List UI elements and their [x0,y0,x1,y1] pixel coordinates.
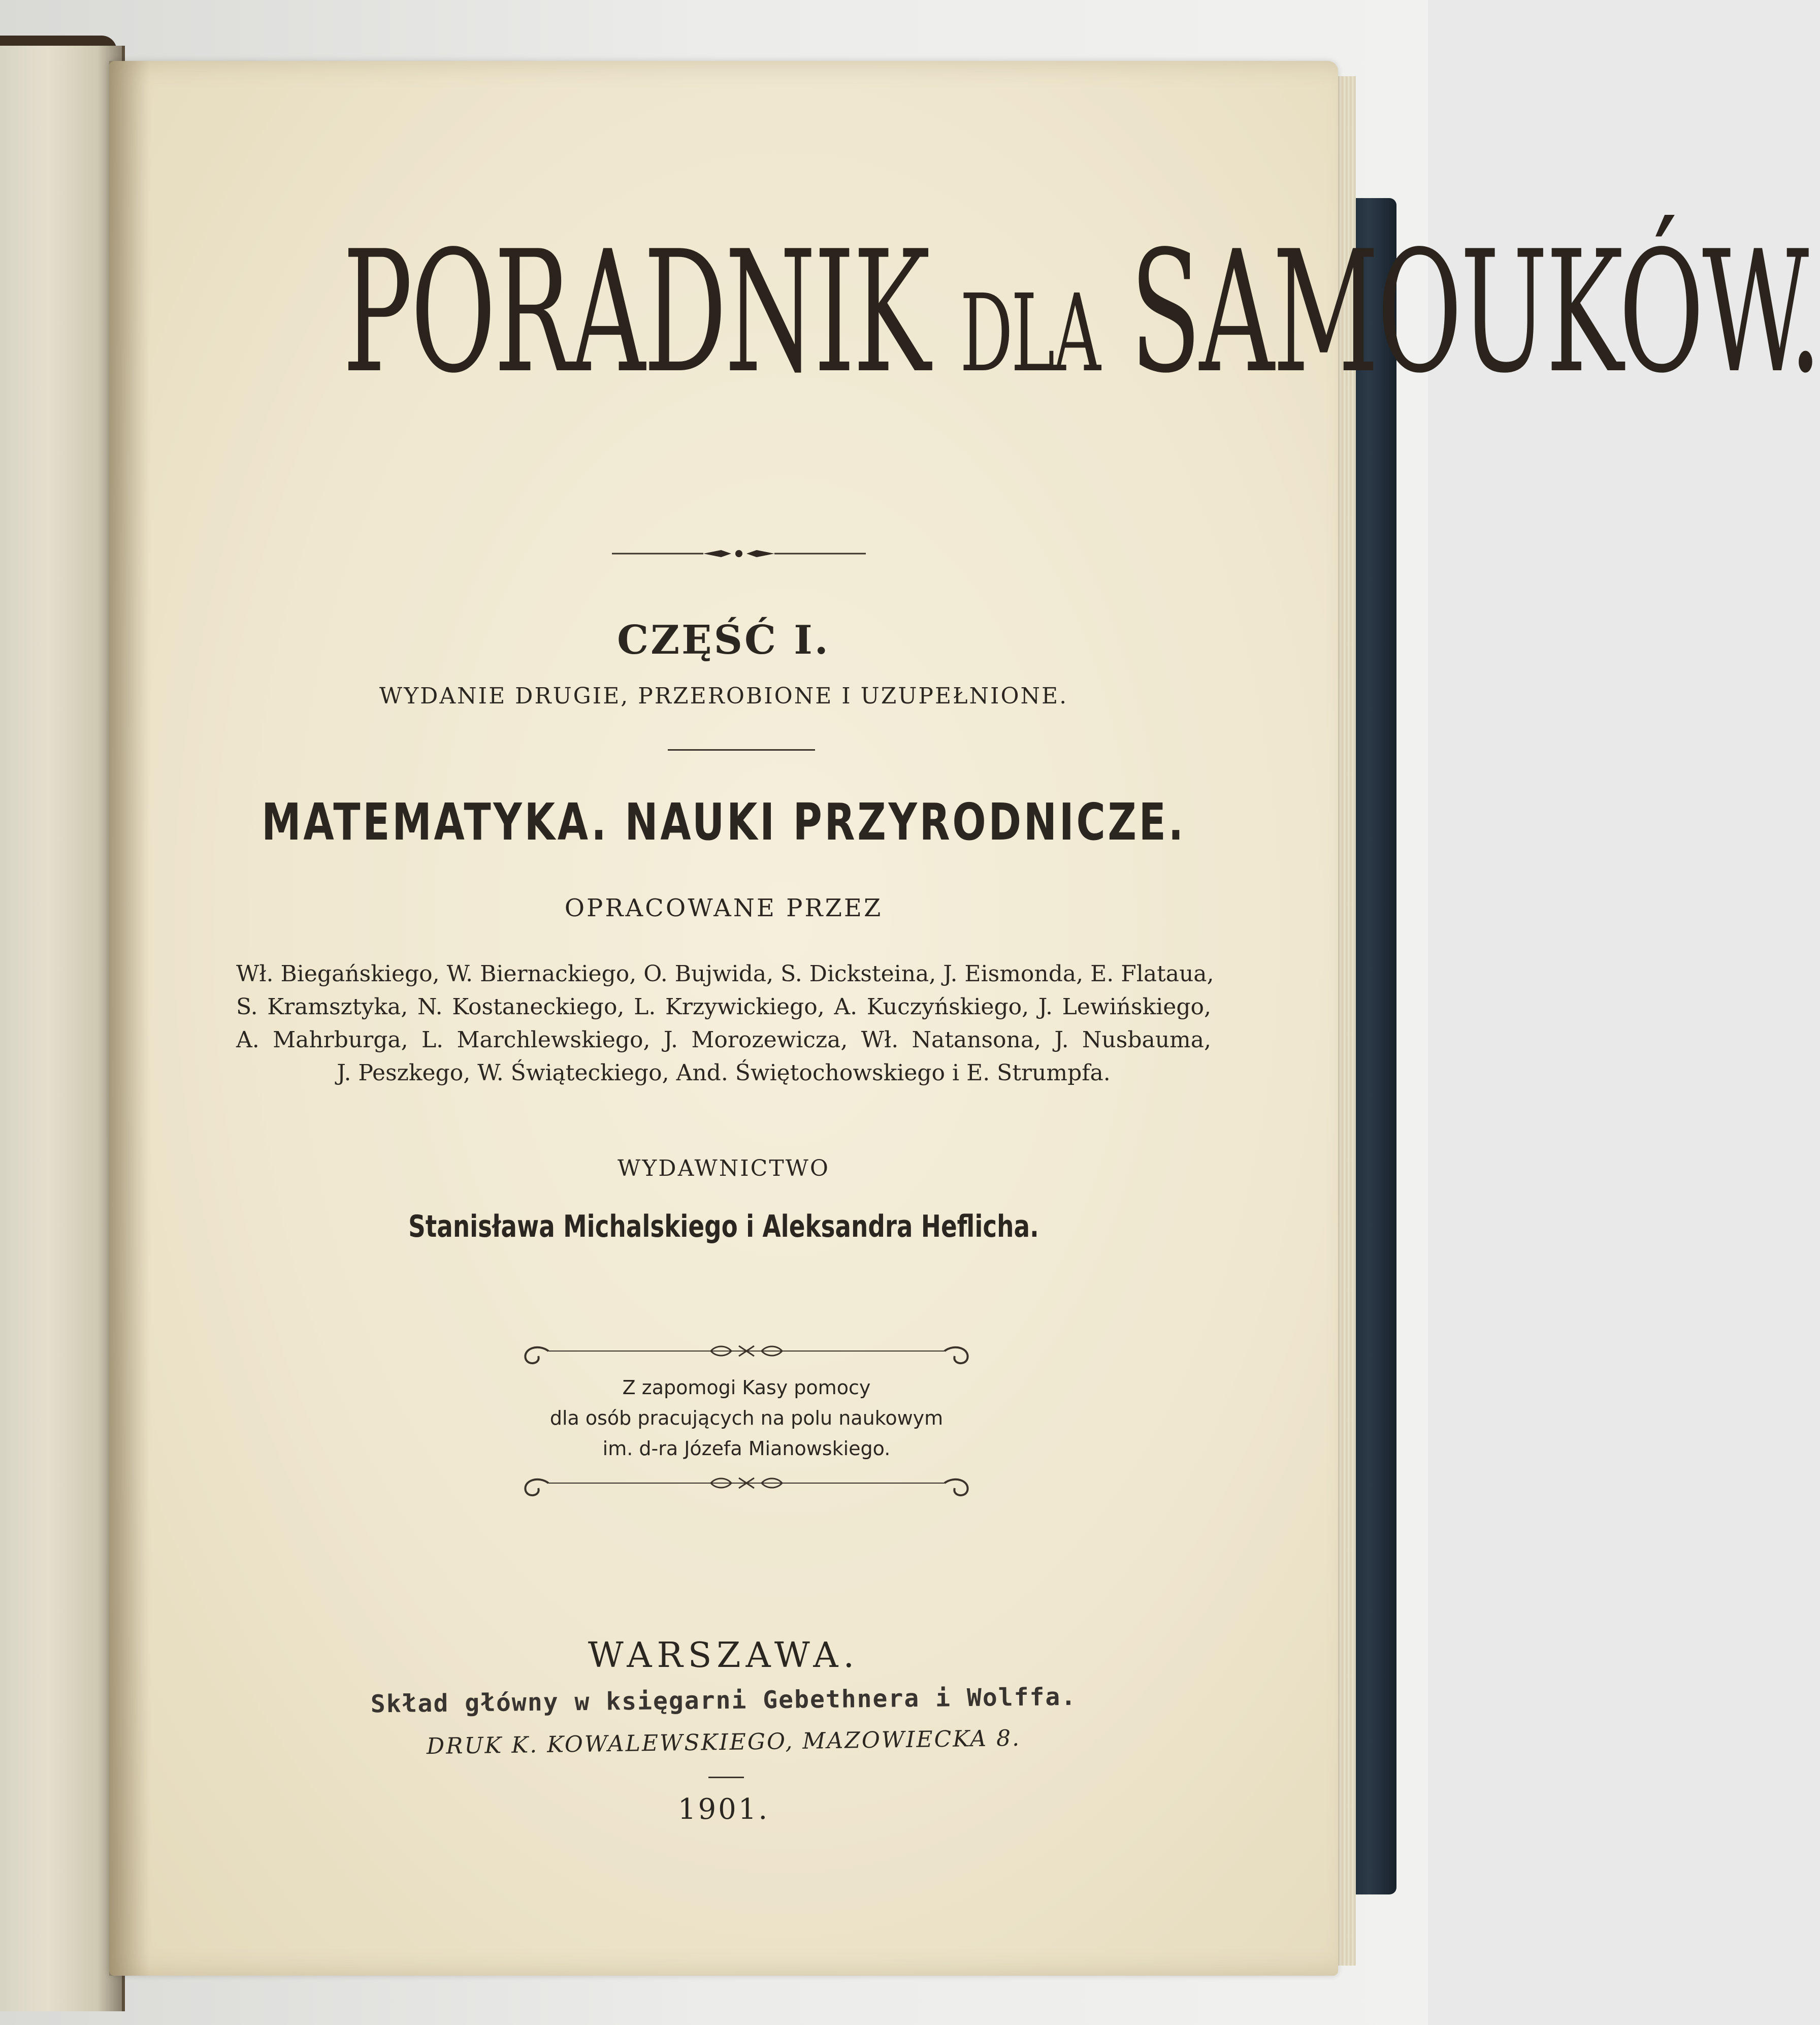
subjects-heading: MATEMATYKA. NAUKI PRZYRODNICZE. [262,792,1186,852]
gutter-shadow [109,61,150,1976]
book-title [342,215,1820,410]
author-line: S. Kramsztyka, N. Kostaneckiego, L. Krzywickiego, A. Kuczyńskiego, J. Lewińskiego, [236,994,1211,1020]
publisher-label: WYDAWNICTWO [618,1155,830,1181]
year-rule [708,1777,744,1778]
edition-note: WYDANIE DRUGIE, PRZEROBIONE I UZUPEŁNIONE. [379,683,1068,709]
author-line: Wł. Biegańskiego, W. Biernackiego, O. Bujwida, S. Dicksteina, J. Eismonda, E. Flataua, [236,961,1214,987]
left-page [0,46,125,2011]
title-page [109,61,1820,1976]
imprint-year: 1901. [677,1793,770,1826]
title-word-1: PORADNIK [342,215,929,410]
authors-list [236,957,1214,1089]
imprint-printer: DRUK K. KOWALEWSKIEGO, MAZOWIECKA 8. [426,1725,1021,1760]
divider-rule [668,749,815,751]
title-word-3: SAMOUKÓW. [1130,215,1820,410]
grant-line-3: im. d-ra Józefa Mianowskiego. [602,1437,891,1460]
grant-line-2: dla osób pracujących na polu naukowym [549,1407,944,1429]
imprint-store: Skład główny w księgarni Gebethnera i Wolffa. [370,1682,1077,1719]
imprint-city: WARSZAWA. [588,1635,860,1676]
author-line: A. Mahrburga, L. Marchlewskiego, J. Morozewicza, Wł. Natansona, J. Nusbauma, [236,1027,1211,1053]
author-line: J. Peszkego, W. Świąteckiego, And. Świętochowskiego i E. Strumpfa. [337,1060,1111,1086]
publisher-name: Stanisława Michalskiego i Aleksandra Heflicha. [408,1209,1039,1244]
title-ornament [612,546,866,561]
title-word-2: DLA [960,271,1099,396]
grant-line-1: Z zapomogi Kasy pomocy [622,1376,871,1399]
part-number: CZĘŚĆ I. [617,617,830,663]
prepared-by-label: OPRACOWANE PRZEZ [564,894,883,922]
